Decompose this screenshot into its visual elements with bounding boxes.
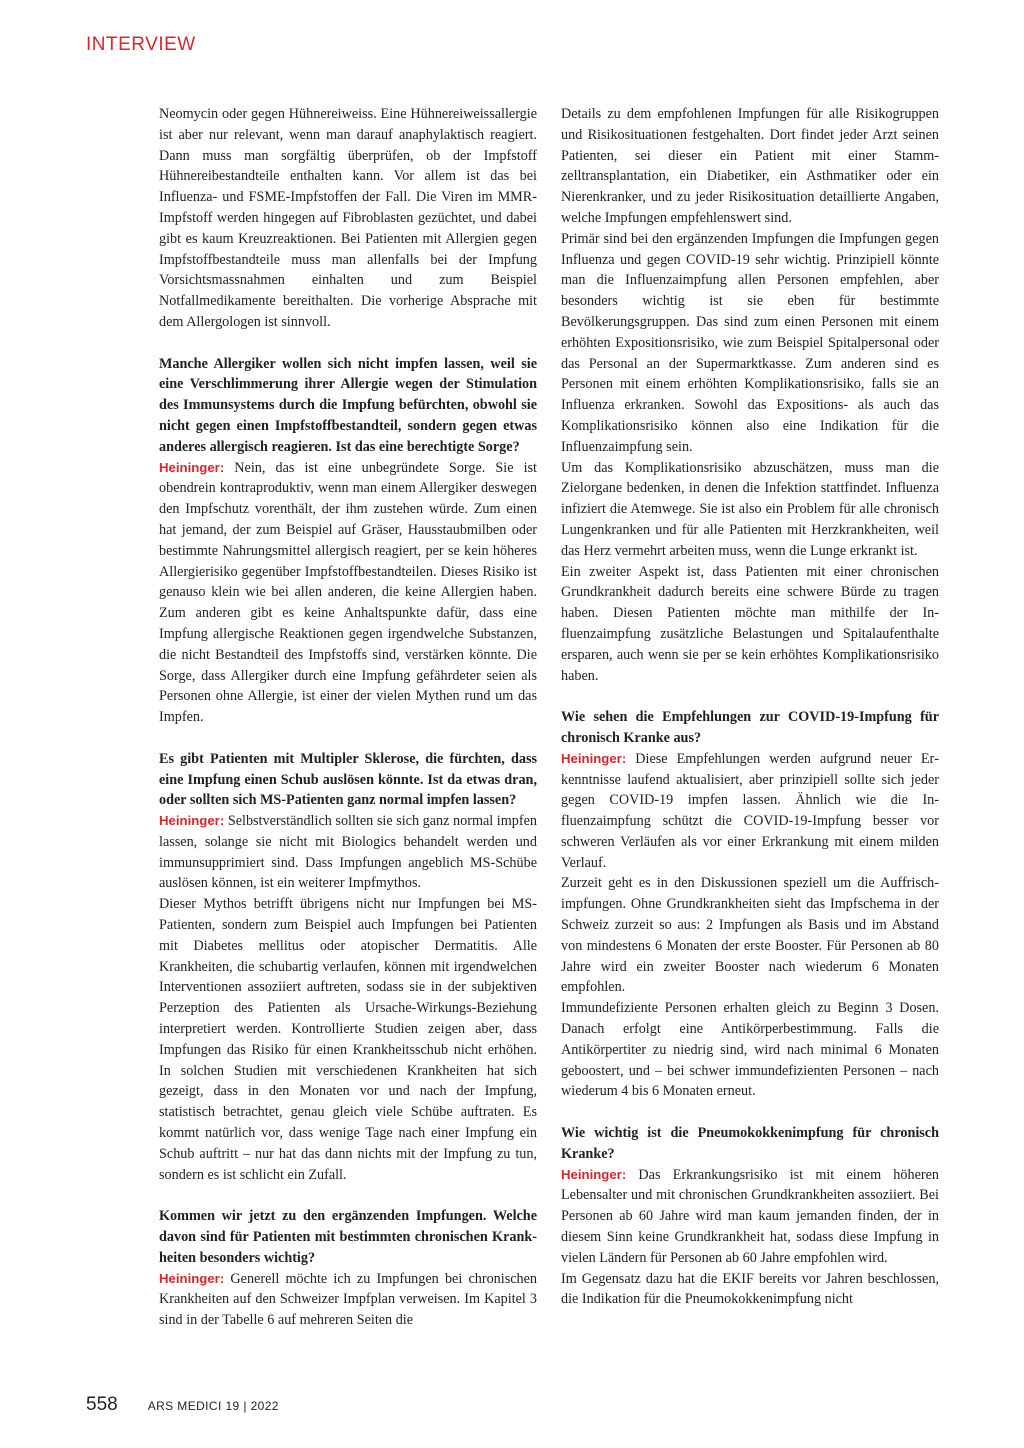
answer-text: Nein, das ist eine unbegründete Sorge. Sie ist obendrein kontraproduktiv, wenn man einem Allergiker deswegen den Impfschutz vorenthält, der ihm zustehen würde. Zum einen hat jemand, der zum Beispiel auf Gräser, Hausstaubmilben oder bestimmte Nahrungsmittel allergisch reagiert, per se kein höheres Allergierisiko gegenüber Impfstoffbestandteilen. Dieses Risiko ist genauso klein wie bei allen anderen, die keine Allergien haben. Zum anderen gibt es keine Anhaltspunkte dafür, dass eine Impfung allergische Reaktionen gegen irgendwelche Substanzen, die nicht Bestandteil des Impfstoffs sind, verstärken könnte. Die Sorge, dass Allergiker durch eine Impfung gefährdeter seien als Personen ohne Allergie, ist einer der vielen Mythen rund um das Impfen. [159,459,537,726]
speaker-label: Heininger: [561,1166,627,1182]
interview-question: Wie wichtig ist die Pneumokokkenimpfung für chronisch Kranke? [561,1125,939,1162]
paragraph: Um das Komplikationsrisiko abzuschätzen, muss man die Zielorgane bedenken, in denen die Infektion stattfindet. Influenza infiziert die Atemwege. Sie ist also ein Problem für alle chronisch Lungenkranken und für alle Patienten mit Herzkrankheiten, weil das Herz vermehrt arbeiten muss, wenn die Lunge erkrankt ist. [561,459,939,559]
answer-text: Das Erkrankungsrisiko ist mit einem höheren Lebensalter und mit chronischen Grundkrankheiten assoziiert. Bei Personen ab 60 Jahre wird man kaum jemanden finden, der in diesem Sinn keine Grundkrankheit hat, sodass diese Impfung in vielen Ländern für Personen ab 60 Jahre empfohlen wird. [561,1166,939,1266]
section-label: INTERVIEW [86,34,196,55]
speaker-label: Heininger: [159,1270,225,1286]
journal-name: ARS MEDICI 19 | 2022 [147,1399,279,1413]
paragraph: Ein zweiter Aspekt ist, dass Patienten mit einer chronischen Grundkrankheit dadurch bereits eine schwere Bürde zu tragen haben. Diesen Patienten möchte man mithilfe der Influenzaimpfung zusätzliche Belastungen und Spitalaufenthalte ersparen, auch wenn sie per se kein erhöhtes Komplikationsrisiko haben. [561,563,939,684]
page-number: 558 [86,1394,118,1415]
speaker-label: Heininger: [159,459,225,475]
paragraph: Dieser Mythos betrifft übrigens nicht nur Impfungen bei MS-Patienten, sondern zum Beispiel auch Impfungen bei Patienten mit Diabetes mellitus oder atopischer Dermatitis. Alle Krankheiten, die schubartig verlaufen, können mit irgendwelchen Interventionen assoziiert auftreten, sodass sie in der subjektiven Perzeption des Patienten als Ursache-Wirkungs-Beziehung interpretiert werden. Kontrollierte Studien zeigen aber, dass Impfungen das Risiko für einen Krankheitsschub nicht erhöhen. In solchen Studien mit verschiedenen Krankheiten hat sich gezeigt, dass in den Monaten vor und nach der Impfung, statistisch betrachtet, genau gleich viele Schübe auftraten. Es kommt natürlich vor, dass wenige Tage nach einer Impfung ein Schub auftritt – nur hat das dann nichts mit der Impfung zu tun, sondern es ist schlicht ein Zufall. [159,896,537,1183]
paragraph: Immundefiziente Personen erhalten gleich zu Beginn 3 Dosen. Danach erfolgt eine Antikörperbestimmung. Falls die Antikörpertiter zu niedrig sind, wird nach minimal 6 Monaten geboostert, und – bei schwer immundefizienten Personen – nach wiederum 4 bis 6 Monaten erneut. [561,1000,939,1100]
page-footer [86,1394,279,1416]
speaker-label: Heininger: [561,750,627,766]
interview-answer [561,1165,939,1269]
paragraph: Primär sind bei den ergänzenden Impfungen die Impfungen gegen Influenza und gegen COVID-19 sehr wichtig. Prinzipiell könnte man die Influenzaimpfung allen Personen empfehlen, aber besonders wichtig ist sie eben für bestimmte Bevölkerungsgruppen. Das sind zum einen Personen mit einem erhöhten Expositionsrisiko, wie zum Beispiel Spitalpersonal oder das Personal an der Supermarktkasse. Zum anderen sind es Personen mit einem erhöhten Komplikationsrisiko, falls sie an Influenza erkranken. Sowohl das Expositions- als auch das Komplikationsrisiko können also eine Indikation für die Influenzaimpfung sein. [561,230,939,455]
paragraph: Details zu dem empfohlenen Impfungen für alle Risikogruppen und Risikosituationen festgehalten. Dort findet jeder Arzt seinen Patienten, sei dieser ein Patient mit einer Stammzelltransplantation, ein Diabetiker, ein Asthmatiker oder ein Nierenkranker, und zu jeder Risikosituation detaillierte Angaben, welche Impfungen empfehlenswert sind. [561,106,939,226]
interview-question: Kommen wir jetzt zu den ergänzenden Impfungen. Welche davon sind für Patienten mit bestimmten chronischen Krankheiten besonders wichtig? [159,1208,537,1266]
interview-answer [561,749,939,874]
speaker-label: Heininger: [159,813,225,829]
interview-answer [159,1269,537,1331]
interview-question: Manche Allergiker wollen sich nicht impfen lassen, weil sie eine Verschlimmerung ihrer Allergie wegen der Stimulation des Immunsystems durch die Impfung befürchten, obwohl sie nicht gegen einen Impfstoffbestandteil, sondern gegen etwas anderes allergisch reagieren. Ist das eine berechtigte Sorge? [159,355,537,455]
paragraph: Im Gegensatz dazu hat die EKIF bereits vor Jahren beschlossen, die Indikation für die Pneumokokkenimpfung nicht [561,1270,939,1308]
answer-text: Diese Empfehlungen werden aufgrund neuer Erkenntnisse laufend aktualisiert, aber prinzipiell sollte sich jeder gegen COVID-19 impfen lassen. Ähnlich wie die Influenzaimpfung schützt die COVID-19-Impfung besser vor schweren Verläufen als vor einer Erkrankung mit einem milden Verlauf. [561,750,939,871]
right-column [561,104,939,1310]
answer-text: Generell möchte ich zu Impfungen bei chronischen Krankheiten auf den Schweizer Impfplan verweisen. Im Kapitel 3 sind in der Tabelle 6 auf mehreren Seiten die [159,1270,538,1329]
interview-answer [159,811,537,894]
interview-answer [159,458,537,728]
interview-question: Es gibt Patienten mit Multipler Sklerose, die fürchten, dass eine Impfung einen Schub auslösen könnte. Ist da etwas dran, oder sollten sich MS-Patienten ganz normal impfen lassen? [159,750,537,809]
paragraph: Zurzeit geht es in den Diskussionen speziell um die Auffrischimpfungen. Ohne Grundkrankheiten sieht das Impfschema in der Schweiz zurzeit so aus: 2 Impfungen als Basis und im Abstand von mindestens 6 Monaten der erste Booster. Für Personen ab 80 Jahre wird ein zweiter Booster nach wiederum 6 Monaten empfohlen. [561,875,939,996]
answer-text: Selbstverständlich sollten sie sich ganz normal impfen lassen, solange sie nicht mit Biologics behandelt werden und immunsupprimiert sind. Dass Impfungen angeblich MS-Schübe auslösen können, ist ein weiterer Impfmythos. [159,813,537,892]
paragraph: Neomycin oder gegen Hühnereiweiss. Eine Hühnereiweissallergie ist aber nur relevant, wenn man darauf anaphylaktisch reagiert. Dann muss man sorgfältig überprüfen, ob der Impfstoff Hühnereibestandteile enthalten kann. Vor allem ist das bei Influenza- und FSME-Impfstoffen der Fall. Die Viren im MMR-Impfstoff werden hingegen auf Fibroblasten gezüchtet, und dabei gibt es kaum Kreuzreaktionen. Bei Patienten mit Allergien gegen Impfstoffbestandteile muss man allenfalls bei der Impfung Vorsichtsmassnahmen einhalten und zum Beispiel Notfallmedikamente bereithalten. Die vorherige Absprache mit dem Allergologen ist sinnvoll. [159,106,537,330]
interview-question: Wie sehen die Empfehlungen zur COVID-19-Impfung für chronisch Kranke aus? [561,709,939,746]
left-column [159,104,537,1331]
